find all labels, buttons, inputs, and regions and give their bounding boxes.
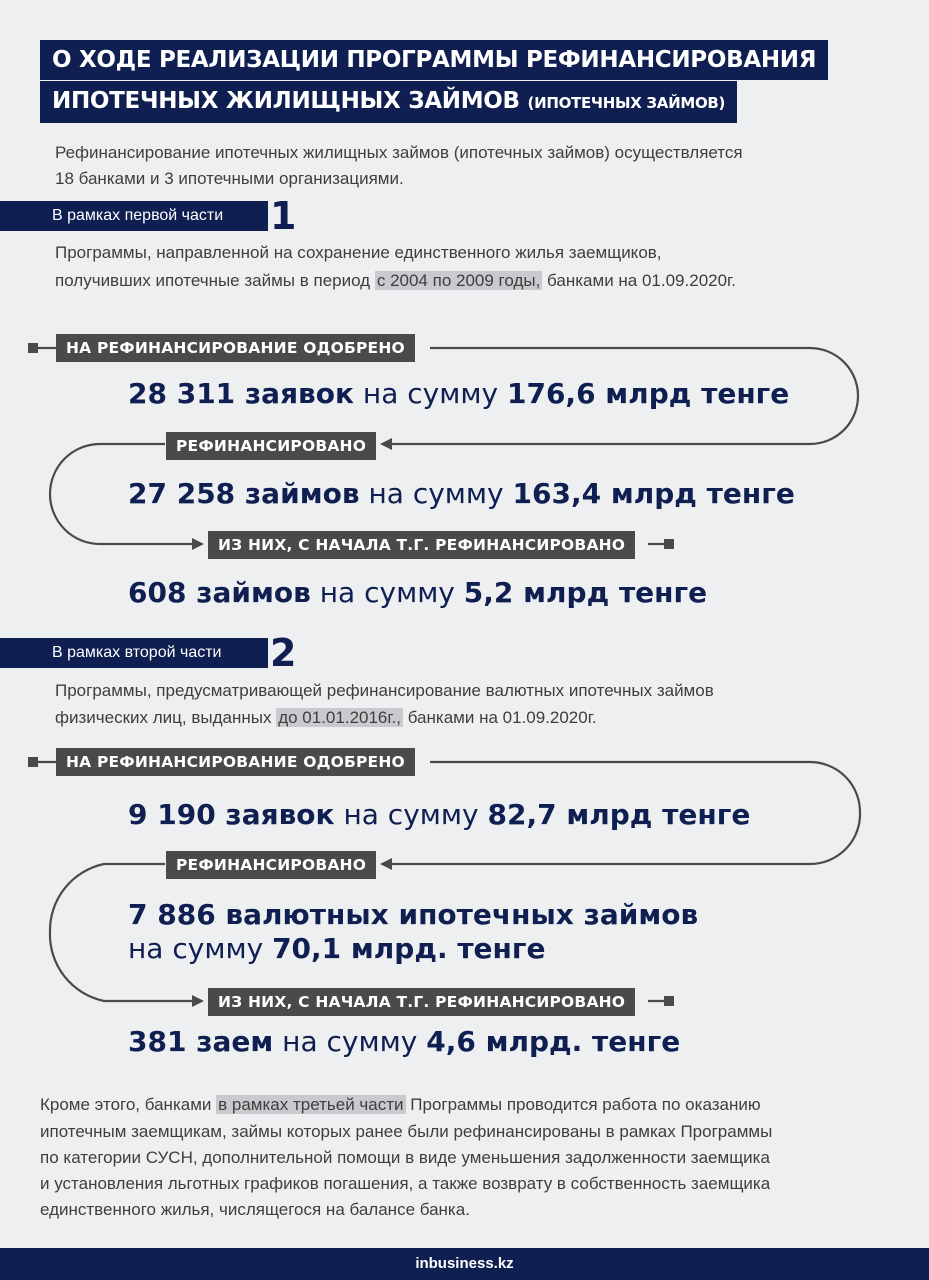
outro-line-2: ипотечным заемщикам, займы которых ранее были рефинансированы в рамках Программы (40, 1122, 773, 1141)
part2-ytd-label: ИЗ НИХ, С НАЧАЛА Т.Г. РЕФИНАНСИРОВАНО (208, 988, 635, 1016)
part1-approved-label: НА РЕФИНАНСИРОВАНИЕ ОДОБРЕНО (56, 334, 415, 362)
footer-brand[interactable]: inbusiness.kz (415, 1255, 514, 1272)
footer-bar (0, 1248, 929, 1280)
part2-approved-sum: 82,7 млрд тенге (487, 798, 751, 831)
part1-ytd-label: ИЗ НИХ, С НАЧАЛА Т.Г. РЕФИНАНСИРОВАНО (208, 531, 635, 559)
outro-line-1 (40, 1092, 761, 1118)
part2-desc-post: банками на 01.09.2020г. (407, 708, 597, 727)
part1-ytd-sum: 5,2 млрд тенге (463, 576, 708, 609)
part1-ytd-mid: на сумму (319, 576, 455, 609)
outro-line-3: по категории СУСН, дополнительной помощи в виде уменьшения задолженности заемщика (40, 1148, 770, 1167)
part1-desc-pre: получивших ипотечные займы в период (55, 271, 371, 290)
part1-refinanced-stat (128, 476, 795, 512)
title-suffix: (ИПОТЕЧНЫХ ЗАЙМОВ) (527, 94, 726, 112)
part2-ytd-stat (128, 1024, 680, 1060)
part2-approved-count: 9 190 заявок (128, 798, 335, 831)
part2-desc-pre: физических лиц, выданных (55, 708, 272, 727)
part1-approved-stat (128, 376, 789, 412)
intro-line-2: 18 банками и 3 ипотечными организациями. (55, 169, 404, 188)
part1-label: В рамках первой части (52, 207, 224, 224)
part2-refinanced-stat-line-1 (128, 897, 698, 933)
part2-refinanced-count: 7 886 валютных ипотечных займов (128, 898, 699, 931)
part2-ytd-sum: 4,6 млрд. тенге (426, 1025, 681, 1058)
part2-approved-mid: на сумму (343, 798, 479, 831)
part2-approved-label: НА РЕФИНАНСИРОВАНИЕ ОДОБРЕНО (56, 748, 415, 776)
part2-refinanced-label: РЕФИНАНСИРОВАНО (166, 851, 376, 879)
part1-approved-mid: на сумму (362, 377, 499, 410)
part1-number: 1 (270, 194, 297, 238)
outro-line-5: единственного жилья, числящегося на балансе банка. (40, 1200, 470, 1219)
outro-post: Программы проводится работа по оказанию (410, 1095, 761, 1114)
part2-label-bar (0, 638, 268, 668)
part2-label: В рамках второй части (52, 644, 222, 661)
part1-ytd-count: 608 займов (128, 576, 311, 609)
part1-desc-post: банками на 01.09.2020г. (547, 271, 736, 290)
part1-ytd-stat (128, 575, 707, 611)
intro-line-1: Рефинансирование ипотечных жилищных займов (ипотечных займов) осуществляется (55, 143, 743, 162)
part1-approved-count: 28 311 заявок (128, 377, 355, 410)
part1-refinanced-count: 27 258 займов (128, 477, 360, 510)
part2-approved-stat (128, 797, 750, 833)
part1-desc-line-1: Программы, направленной на сохранение единственного жилья заемщиков, (55, 243, 662, 262)
outro-line-4: и установления льготных графиков погашения, а также возврату в собственность заемщика (40, 1174, 771, 1193)
part2-refinanced-sum: 70,1 млрд. тенге (272, 932, 546, 965)
part2-ytd-mid: на сумму (282, 1025, 418, 1058)
part1-approved-sum: 176,6 млрд тенге (506, 377, 790, 410)
part1-refinanced-sum: 163,4 млрд тенге (512, 477, 795, 510)
part2-desc-highlight: до 01.01.2016г., (278, 708, 401, 727)
part2-refinanced-stat-line-2 (128, 931, 546, 967)
part1-refinanced-mid: на сумму (368, 477, 504, 510)
part2-desc-line-2 (55, 705, 597, 731)
outro-highlight: в рамках третьей части (218, 1095, 404, 1114)
part2-desc-line-1: Программы, предусматривающей рефинансирование валютных ипотечных займов (55, 681, 714, 700)
part1-desc-highlight: с 2004 по 2009 годы, (376, 271, 541, 290)
title-text-1: О ХОДЕ РЕАЛИЗАЦИИ ПРОГРАММЫ РЕФИНАНСИРОВАНИЯ (52, 47, 817, 73)
part2-number: 2 (270, 631, 297, 675)
outro-pre: Кроме этого, банками (40, 1095, 212, 1114)
part2-ytd-count: 381 заем (128, 1025, 274, 1058)
title-text-2: ИПОТЕЧНЫХ ЖИЛИЩНЫХ ЗАЙМОВ (52, 88, 520, 114)
part1-refinanced-label: РЕФИНАНСИРОВАНО (166, 432, 376, 460)
part2-refinanced-mid: на сумму (128, 932, 264, 965)
